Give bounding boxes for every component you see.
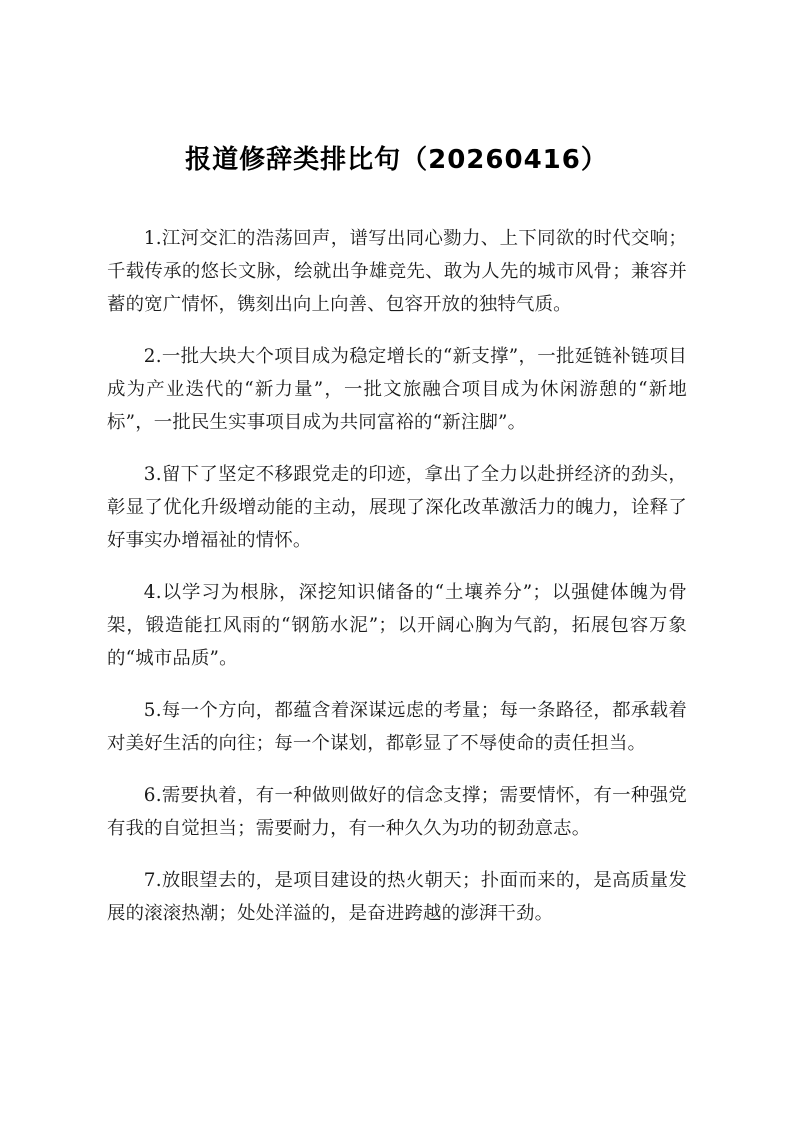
document-body [107, 222, 687, 949]
paragraph-3: 3.留下了坚定不移跟党走的印迹，拿出了全力以赴拼经济的劲头，彰显了优化升级增动能的主动，展现了深化改革激活力的魄力，诠释了好事实办增福祉的情怀。 [107, 464, 687, 551]
paragraph-4: 4.以学习为根脉，深挖知识储备的“土壤养分”；以强健体魄为骨架，锻造能扛风雨的“钢筋水泥”；以开阔心胸为气韵，拓展包容万象的“城市品质”。 [107, 582, 687, 669]
paragraph-5: 5.每一个方向，都蕴含着深谋远虑的考量；每一条路径，都承载着对美好生活的向往；每一个谋划，都彰显了不辱使命的责任担当。 [107, 700, 687, 754]
paragraph-7: 7.放眼望去的，是项目建设的热火朝天；扑面而来的，是高质量发展的滚滚热潮；处处洋溢的，是奋进跨越的澎湃干劲。 [107, 870, 687, 924]
document-title: 报道修辞类排比句（20260416） [185, 145, 608, 175]
paragraph-2: 2.一批大块大个项目成为稳定增长的“新支撑”，一批延链补链项目成为产业迭代的“新力量”，一批文旅融合项目成为休闲游憩的“新地标”，一批民生实事项目成为共同富裕的“新注脚”。 [107, 346, 687, 433]
paragraph-1: 1.江河交汇的浩荡回声，谱写出同心勠力、上下同欲的时代交响；千载传承的悠长文脉，绘就出争雄竞先、敢为人先的城市风骨；兼容并蓄的宽广情怀，镌刻出向上向善、包容开放的独特气质。 [107, 228, 687, 315]
paragraph-6: 6.需要执着，有一种做则做好的信念支撑；需要情怀，有一种强党有我的自觉担当；需要耐力，有一种久久为功的韧劲意志。 [107, 785, 687, 839]
